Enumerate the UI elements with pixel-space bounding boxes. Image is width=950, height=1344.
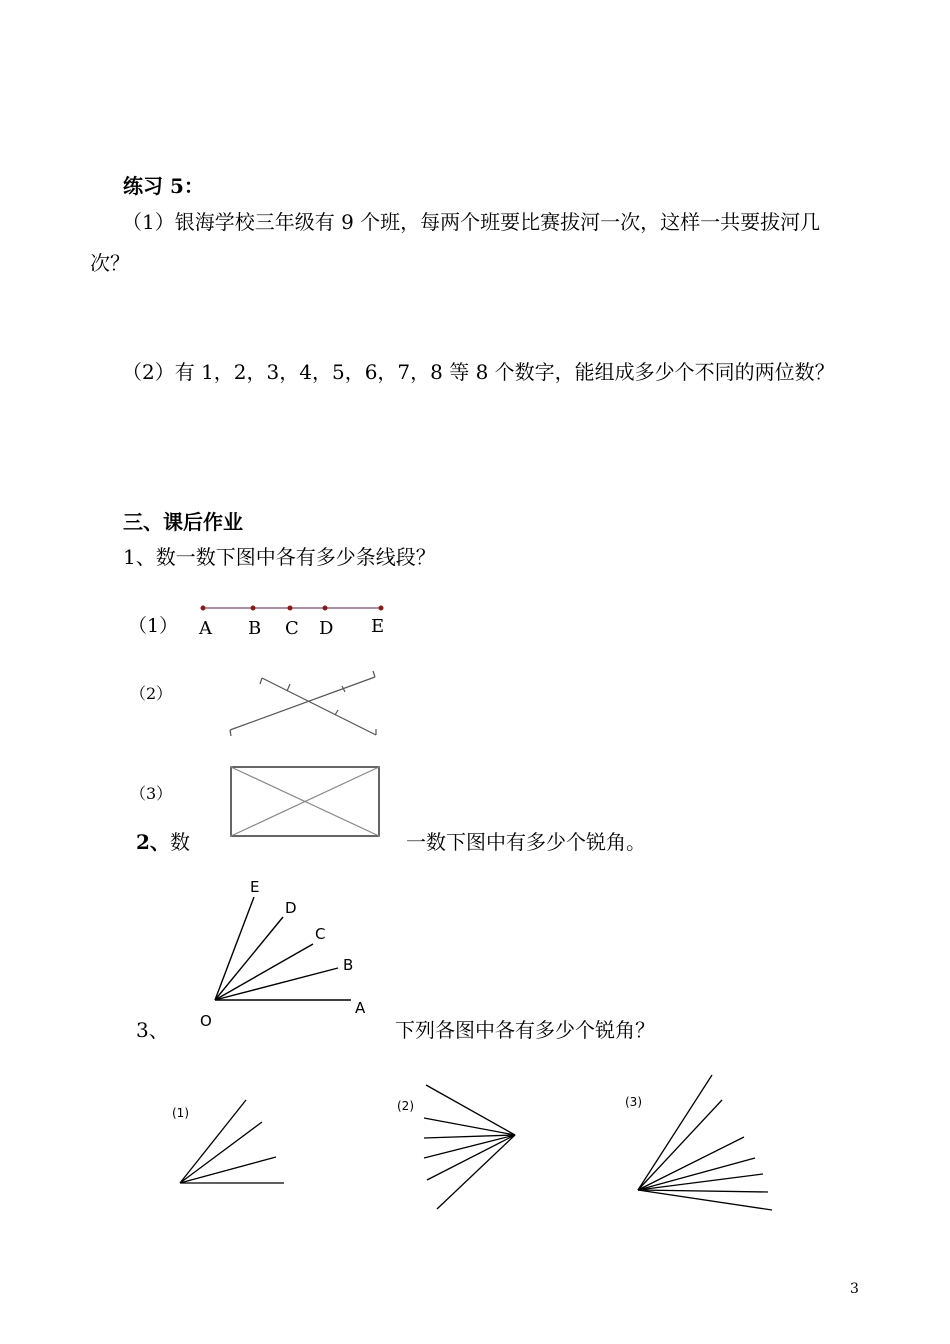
q3-fig2-label: (2) (397, 1099, 414, 1113)
q3-fig1-angles (180, 1100, 284, 1183)
exercise5-q1-line2: 次？ (90, 251, 130, 275)
homework-q1: 1、数一数下图中各有多少条线段？ (123, 545, 436, 569)
homework-q2-left: 数 (170, 830, 190, 854)
ray-b-label: B (343, 956, 354, 974)
fig1-label: （1） (128, 615, 179, 637)
fig2-label: （2） (130, 684, 173, 703)
point-a-dot (201, 606, 206, 611)
homework-q2-number: 2、 (136, 830, 170, 854)
point-c-dot (288, 606, 293, 611)
q3-fig3-angles (638, 1075, 772, 1210)
q3-fig2-angles (424, 1085, 515, 1209)
ray-e-label: E (250, 878, 260, 896)
ray-a-label: A (355, 999, 366, 1017)
homework-heading: 三、课后作业 (123, 510, 243, 534)
q3-fig3-label: (3) (625, 1095, 642, 1109)
homework-q3-number: 3、 (136, 1018, 169, 1042)
origin-o-label: O (200, 1012, 212, 1030)
fig2-crossing-lines (230, 671, 376, 736)
point-d-label: D (319, 618, 334, 639)
ray-c-label: C (315, 925, 326, 943)
q3-fig1-label: (1) (172, 1106, 189, 1120)
exercise5-q1-line1: （1）银海学校三年级有 9 个班，每两个班要比赛拔河一次，这样一共要拔河几 (122, 210, 821, 234)
fig3-rectangle-diagonals (231, 767, 379, 836)
point-c-label: C (285, 618, 299, 639)
point-d-dot (323, 606, 328, 611)
point-a-label: A (199, 618, 212, 639)
point-e-dot (379, 606, 384, 611)
fig1-segment-diagram (198, 606, 384, 640)
angle-fan-diagram (215, 897, 354, 1000)
exercise5-q2: （2）有 1，2，3，4，5，6，7，8 等 8 个数字，能组成多少个不同的两位数？ (122, 360, 835, 384)
point-b-label: B (248, 618, 262, 639)
homework-q3-text: 下列各图中各有多少个锐角？ (395, 1018, 655, 1042)
homework-q2-right: 一数下图中有多少个锐角。 (406, 830, 646, 854)
point-e-label: E (371, 616, 385, 637)
ray-d-label: D (285, 899, 297, 917)
page-number: 3 (850, 1281, 859, 1297)
fig3-label: （3） (130, 784, 173, 803)
exercise5-heading: 练习 5： (123, 174, 204, 198)
point-b-dot (251, 606, 256, 611)
